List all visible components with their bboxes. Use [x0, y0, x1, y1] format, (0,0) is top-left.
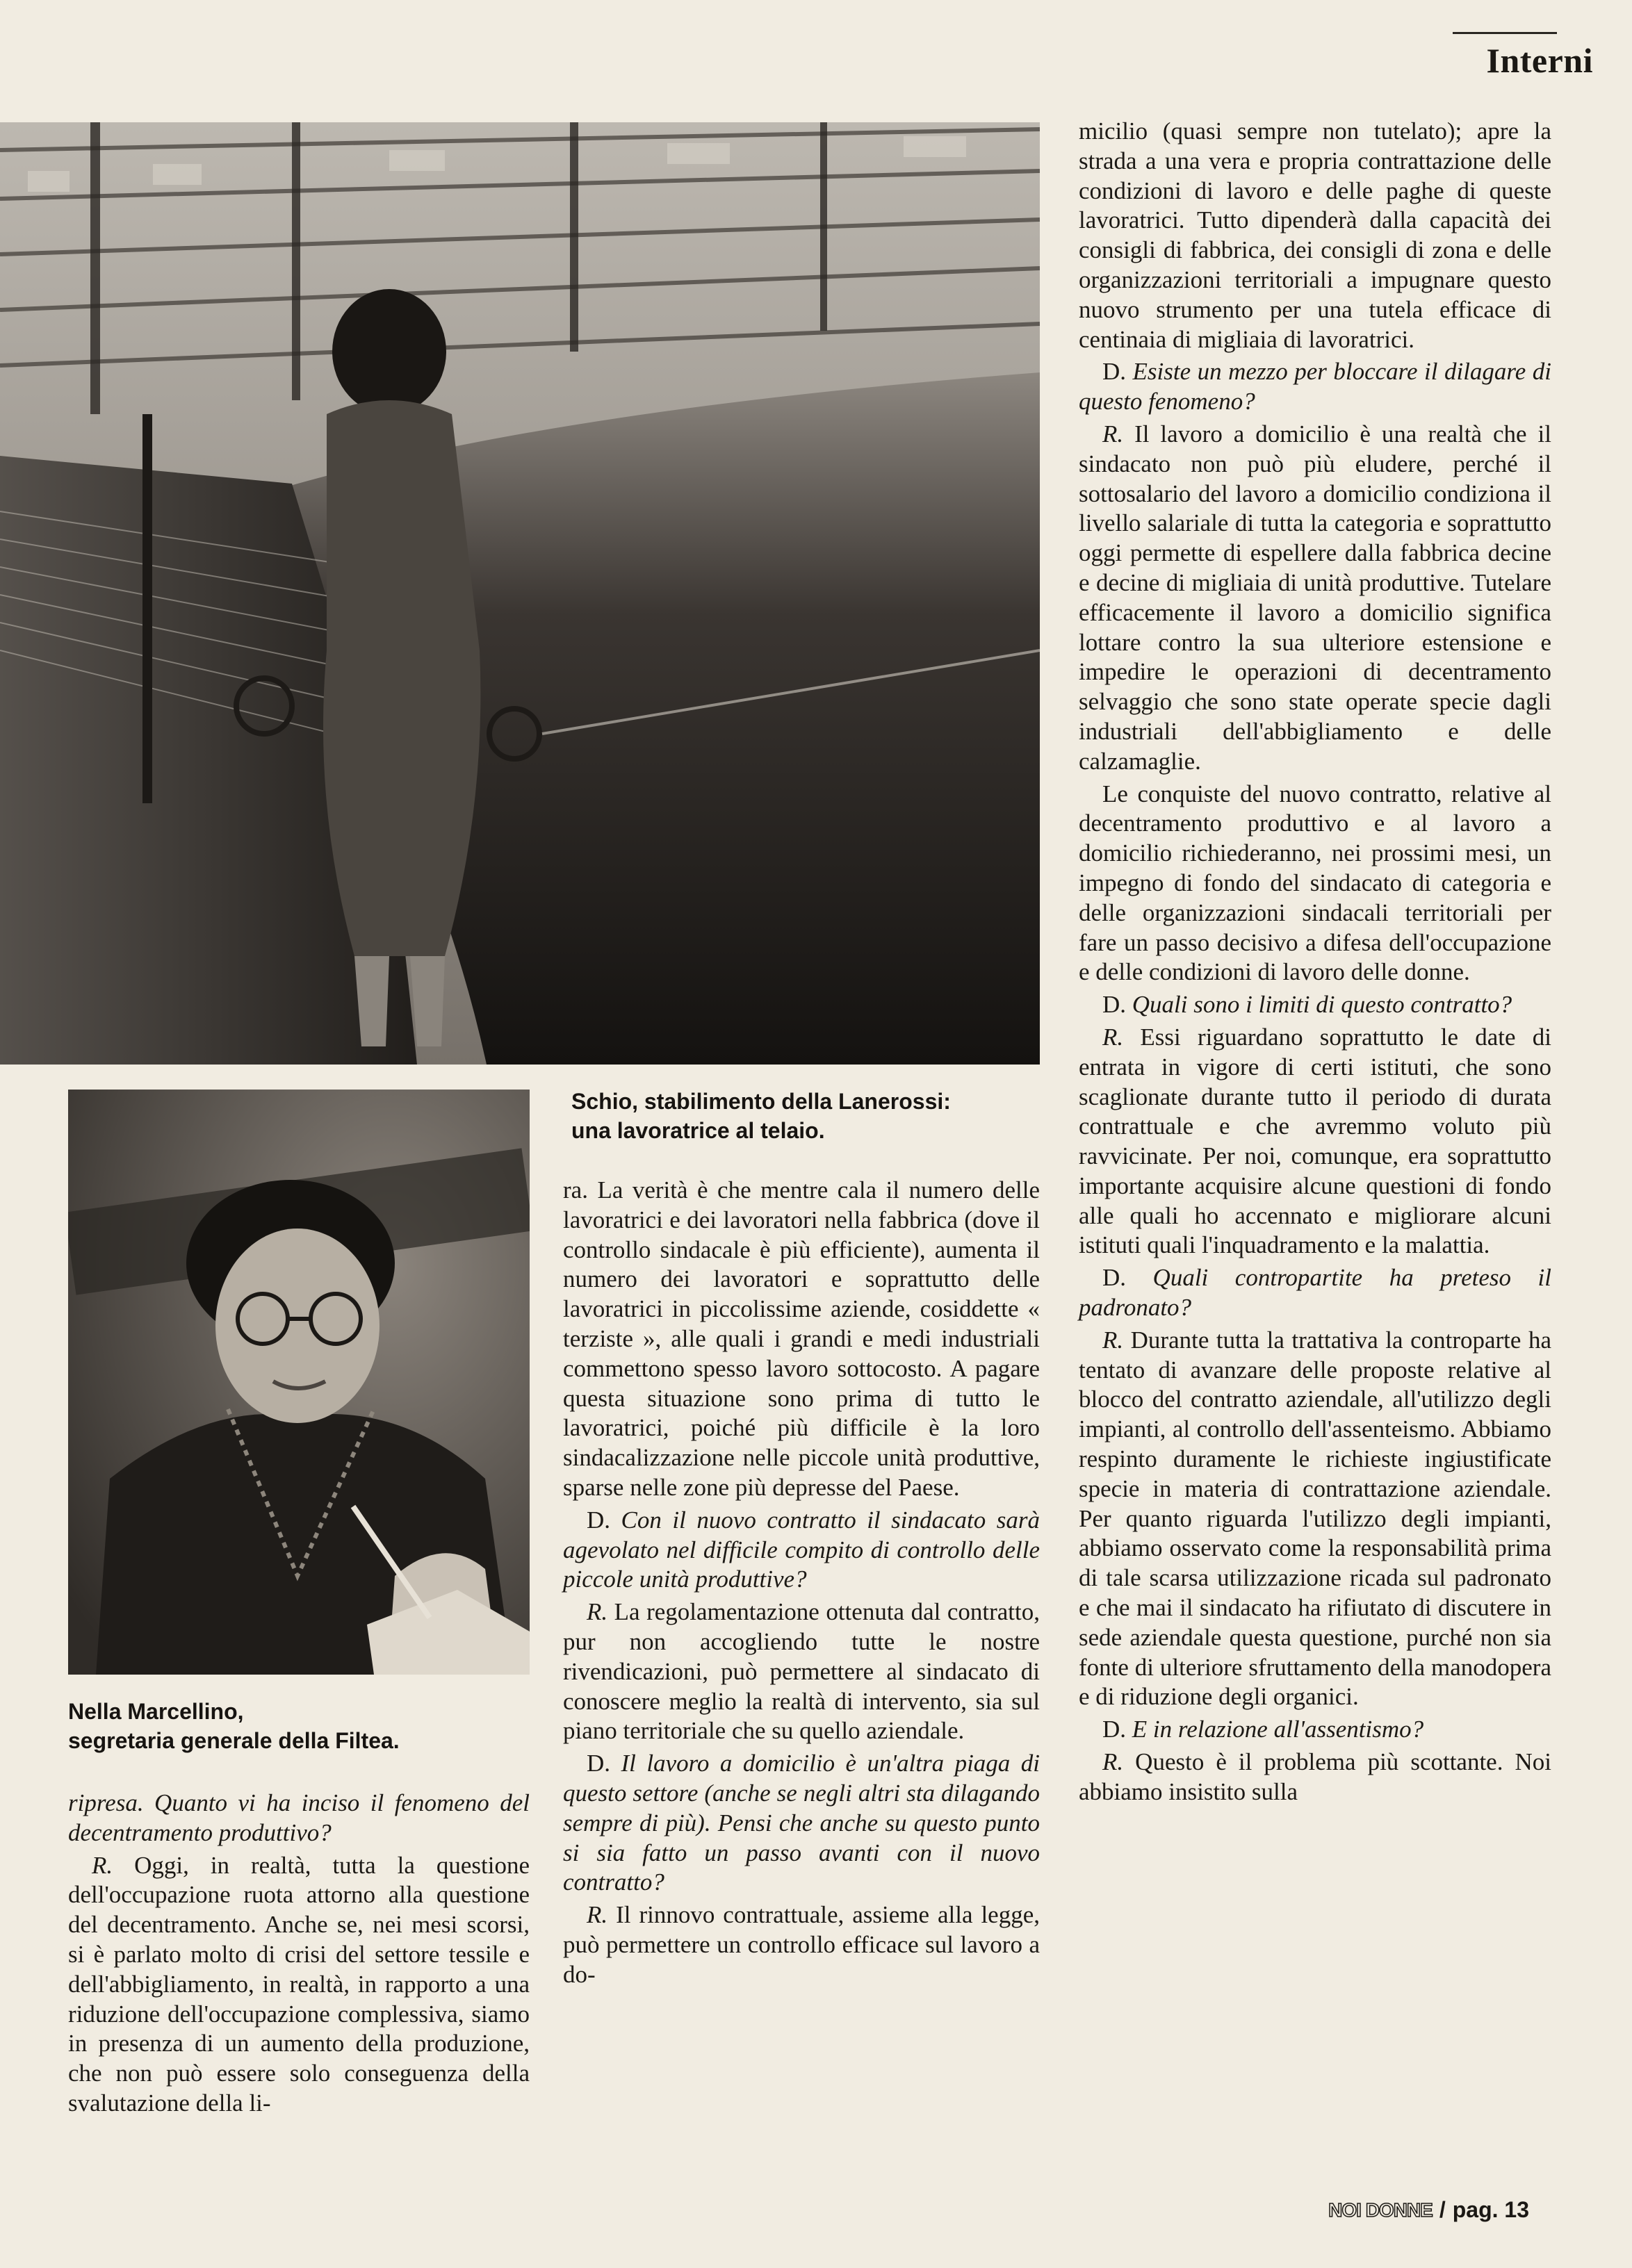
answer-paragraph — [563, 1900, 1040, 1989]
question-label: D. — [587, 1750, 611, 1777]
question-paragraph — [1079, 990, 1551, 1020]
portrait-caption — [68, 1697, 400, 1755]
question-label: D. — [1102, 1716, 1127, 1743]
question-label: D. — [1102, 358, 1127, 386]
question-label: D. — [1102, 991, 1127, 1019]
answer-text: Il lavoro a domicilio è una realtà che il sindacato non può più eludere, perché il sottosalario del lavoro a domicilio condiziona il livello salariale di tutta la categoria e soprattutto oggi permette di espellere dalla fabbrica decine e decine di migliaia di unità produttive. Tutelare efficacemente il lavoro a domicilio significa lottare contro la sua ulteriore estensione e impedire le operazioni di decentramento selvaggio che sono state operate specie dagli industriali dell'abbigliamento e delle calzamaglie. — [1079, 420, 1551, 775]
question-paragraph — [1079, 1263, 1551, 1323]
answer-label: R. — [1102, 1326, 1124, 1354]
answer-paragraph — [1079, 1748, 1551, 1807]
caption-line: segretaria generale della Filtea. — [68, 1728, 400, 1753]
caption-line: una lavoratrice al telaio. — [571, 1118, 825, 1143]
question-text: Con il nuovo contratto il sindacato sarà agevolato nel difficile compito di controllo delle piccole unità produttive? — [563, 1506, 1040, 1593]
section-label: Interni — [1486, 41, 1593, 80]
body-paragraph: micilio (quasi sempre non tutelato); apre la strada a una vera e propria contrattazione delle condizioni di lavoro e delle paghe di queste lavoratrici. Tutto dipenderà dalla capacità dei consigli di fabbrica, dei consigli di zona e delle organizzazioni territoriali a impugnare questo nuovo strumento per una tutela efficace di centinaia di migliaia di lavoratrici. — [1079, 117, 1551, 353]
page-footer — [1328, 2197, 1529, 2223]
factory-photo-caption — [571, 1087, 951, 1145]
header-rule — [1453, 32, 1557, 34]
answer-text: Questo è il problema più scottante. Noi abbiamo insistito sulla — [1079, 1748, 1551, 1805]
question-text: E in relazione all'assentismo? — [1126, 1716, 1424, 1743]
question-text: Quali sono i limiti di questo contratto? — [1126, 991, 1512, 1019]
question-paragraph — [1079, 1715, 1551, 1745]
portrait-photo-icon — [68, 1090, 530, 1675]
article-column-3 — [1079, 117, 1551, 1810]
answer-text: Il rinnovo contrattuale, assieme alla legge, può permettere un controllo efficace sul lavoro a do- — [563, 1901, 1040, 1988]
factory-loom-photo-icon — [0, 122, 1040, 1065]
answer-paragraph — [1079, 1023, 1551, 1260]
question-label: D. — [587, 1506, 611, 1534]
answer-label: R. — [1102, 1023, 1124, 1051]
question-label: D. — [1102, 1264, 1127, 1292]
portrait-photo — [68, 1090, 530, 1675]
page-number: pag. 13 — [1452, 2197, 1529, 2222]
question-text: Il lavoro a domicilio è un'altra piaga di questo settore (anche se negli altri sta dilagando sempre di più). Pensi che anche su questo punto si sia fatto un passo avanti con il nuovo contratto? — [563, 1750, 1040, 1896]
footer-separator: / — [1439, 2197, 1446, 2222]
answer-paragraph — [68, 1851, 530, 2119]
question-text: Quali contropartite ha preteso il padronato? — [1079, 1264, 1551, 1322]
question-text: ripresa. Quanto vi ha inciso il fenomeno del decentramento produttivo? — [68, 1789, 530, 1846]
question-paragraph — [563, 1749, 1040, 1898]
answer-paragraph — [1079, 1326, 1551, 1712]
question-text: Esiste un mezzo per bloccare il dilagare di questo fenomeno? — [1079, 358, 1551, 416]
answer-text: Oggi, in realtà, tutta la questione dell'occupazione ruota attorno alla questione del decentramento. Anche se, nei mesi scorsi, si è parlato molto di crisi del settore tessile e dell'abbigliamento, in realtà, in rapporto a una riduzione dell'occupazione complessiva, siamo in presenza di un aumento della produzione, che non può essere solo conseguenza della svalutazione della li- — [68, 1851, 530, 2117]
question-paragraph — [1079, 357, 1551, 417]
question-paragraph — [68, 1789, 530, 1848]
answer-paragraph — [1079, 420, 1551, 777]
caption-line: Nella Marcellino, — [68, 1699, 244, 1724]
answer-text: Essi riguardano soprattutto le date di entrata in vigore di certi istituti, che sono scaglionate durante tutto il periodo di durata contrattuale e che avremmo voluto più ravvicinate. Per noi, comunque, era soprattutto importante acquisire alcune questioni di fondo alle quali ho accennato e migliorare alcuni istituti quali l'inquadramento e la malattia. — [1079, 1023, 1551, 1259]
caption-line: Schio, stabilimento della Lanerossi: — [571, 1089, 951, 1114]
answer-label: R. — [587, 1901, 608, 1929]
article-column-1 — [68, 1789, 530, 2121]
body-paragraph: Le conquiste del nuovo contratto, relative al decentramento produttivo e al lavoro a domicilio richiederanno, nei prossimi mesi, un impegno di fondo del sindacato di categoria e delle organizzazioni sindacali territoriali per fare un passo decisivo a difesa dell'occupazione e delle condizioni di lavoro delle donne. — [1079, 780, 1551, 986]
answer-text: Durante tutta la trattativa la controparte ha tentato di avanzare delle proposte relative al blocco del contratto aziendale, all'utilizzo degli impianti, al controllo dell'assenteismo. Abbiamo respinto duramente le richieste ingiustificate specie in materia di contrattazione aziendale. Per quanto riguarda l'utilizzo degli impianti, abbiamo osservato come la responsabilità prima di tale scarsa utilizzazione ricada sul padronato e che mai il sindacato ha rifiutato di discutere in sede aziendale questa questione, purché non sia fonte di ulteriore sfruttamento della manodopera e di riduzione degli organici. — [1079, 1326, 1551, 1711]
answer-label: R. — [1102, 1748, 1124, 1776]
factory-photo — [0, 122, 1040, 1065]
answer-text: La regolamentazione ottenuta dal contratto, pur non accogliendo tutte le nostre rivendicazioni, può permettere al sindacato di conoscere meglio la realtà di intervento, sia sul piano territoriale che su quello aziendale. — [563, 1598, 1040, 1745]
question-paragraph — [563, 1506, 1040, 1595]
answer-label: R. — [1102, 420, 1124, 447]
answer-label: R. — [587, 1598, 608, 1626]
answer-paragraph — [563, 1597, 1040, 1746]
magazine-brand: NOI DONNE — [1328, 2199, 1433, 2221]
article-column-2 — [563, 1176, 1040, 1993]
answer-label: R. — [92, 1851, 113, 1879]
body-paragraph: ra. La verità è che mentre cala il numero delle lavoratrici e dei lavoratori nella fabbrica (dove il controllo sindacale è più efficiente), aumenta il numero dei lavoratori e soprattutto delle lavoratrici in piccolissime aziende, cosiddette « terziste », alle quali i grandi e medi industriali commettono spesso lavoro sottocosto. A pagare questa situazione sono prima di tutto le lavoratrici, poiché più difficile è la loro sindacalizzazione nelle piccole unità produttive, sparse nelle zone più depresse del Paese. — [563, 1176, 1040, 1501]
